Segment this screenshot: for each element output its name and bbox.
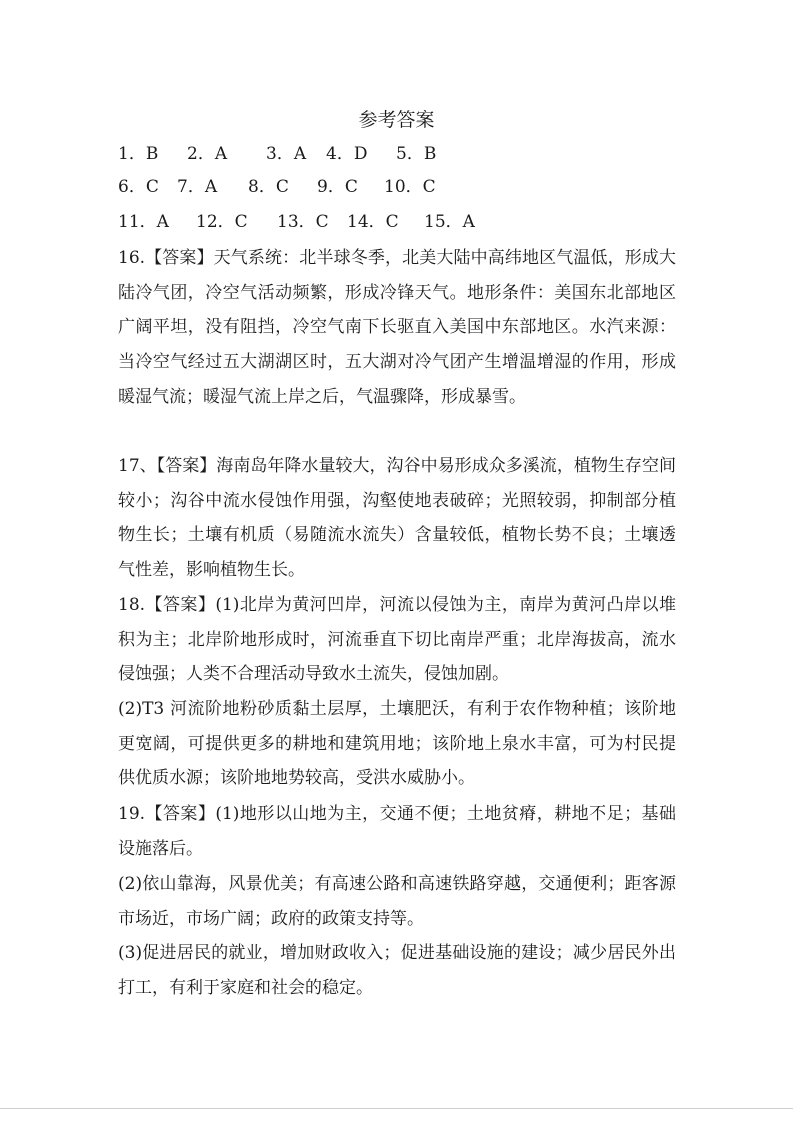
mc-answer: 6．C: [118, 177, 159, 197]
mc-answer: 11．A: [118, 212, 169, 232]
answer-18-part-2: (2)T3 河流阶地粉砂质黏土层厚，土壤肥沃，有利于农作物种植；该阶地更宽阔，可提供更多的耕地和建筑用地；该阶地上泉水丰富，可为村民提供优质水源；该阶地地势较高，受洪水威胁小。: [118, 699, 676, 789]
answer-17: 17、【答案】海南岛年降水量较大，沟谷中易形成众多溪流，植物生存空间较小；沟谷中流水侵蚀作用强，沟壑使地表破碎；光照较弱，抑制部分植物生长；土壤有机质（易随流水流失）含量较低，植物长势不良；土壤透气性差，影响植物生长。: [118, 456, 676, 581]
mc-answer: 3．A: [266, 144, 307, 164]
answer-19-part-3: (3)促进居民的就业，增加财政收入；促进基础设施的建设；减少居民外出打工，有利于家庭和社会的稳定。: [118, 943, 676, 998]
mc-answer: 4．D: [326, 144, 368, 164]
page-title: 参考答案: [358, 109, 435, 131]
mc-answer: 10．C: [384, 177, 436, 197]
page-bottom-divider: [0, 1108, 793, 1109]
answer-19-part-1: 19.【答案】(1)地形以山地为主，交通不便；土地贫瘠，耕地不足；基础设施落后。: [118, 804, 676, 859]
mc-answer: 5．B: [396, 144, 437, 164]
mc-answer: 13．C: [277, 212, 329, 232]
mc-answer: 7．A: [177, 177, 218, 197]
mc-answer: 2．A: [187, 144, 228, 164]
answer-16: 16.【答案】天气系统：北半球冬季，北美大陆中高纬地区气温低，形成大陆冷气团，冷空气活动频繁，形成冷锋天气。地形条件：美国东北部地区广阔平坦，没有阻挡，冷空气南下长驱直入美国中东部地区。水汽来源：当冷空气经过五大湖湖区时，五大湖对冷气团产生增温增湿的作用，形成暖湿气流；暖湿气流上岸之后，气温骤降，形成暴雪。: [118, 248, 676, 407]
mc-answer: 12．C: [196, 212, 248, 232]
mc-answer: 8．C: [248, 177, 289, 197]
mc-answer: 15．A: [424, 212, 475, 232]
mc-answer: 9．C: [317, 177, 358, 197]
mc-answer: 14．C: [347, 212, 399, 232]
answer-18-part-1: 18.【答案】(1)北岸为黄河凹岸，河流以侵蚀为主，南岸为黄河凸岸以堆积为主；北岸阶地形成时，河流垂直下切比南岸严重；北岸海拔高，流水侵蚀强；人类不合理活动导致水土流失，侵蚀加剧。: [118, 595, 676, 685]
answer-19-part-2: (2)依山靠海，风景优美；有高速公路和高速铁路穿越，交通便利；距客源市场近，市场广阔；政府的政策支持等。: [118, 874, 676, 929]
mc-answer: 1．B: [118, 144, 159, 164]
